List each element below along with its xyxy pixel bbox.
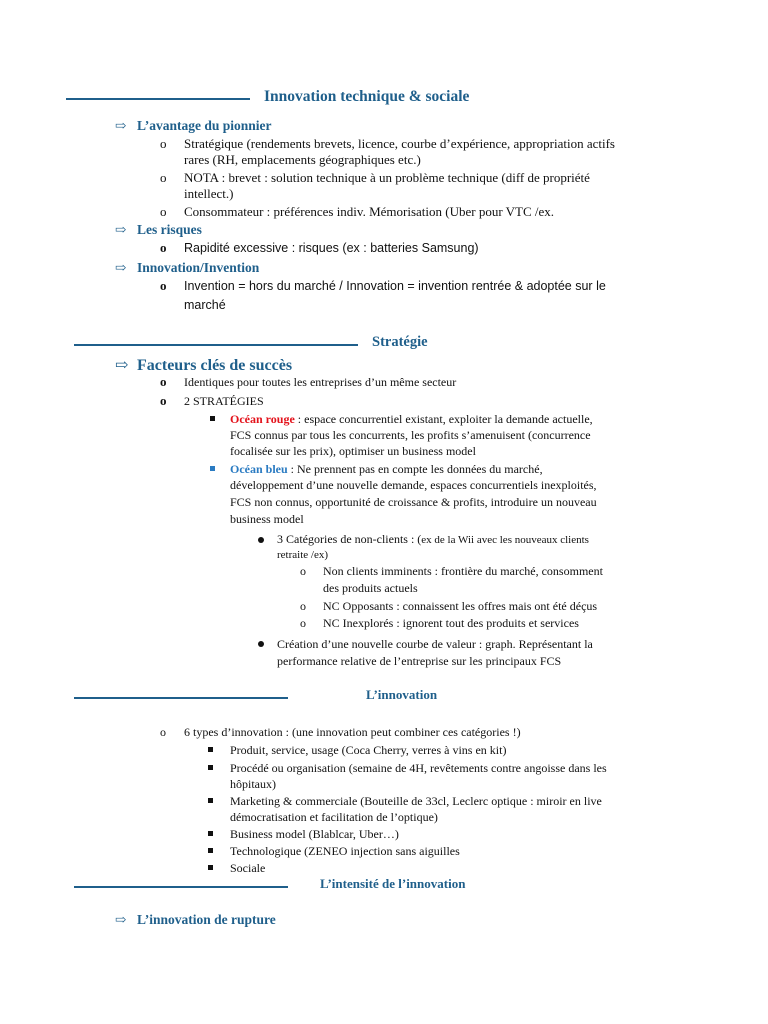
circle-bullet: o <box>160 240 167 255</box>
dot-bullet <box>258 537 264 543</box>
section-title: L’innovation <box>366 687 438 702</box>
square-bullet <box>208 765 213 770</box>
square-bullet <box>208 848 213 853</box>
circle-bullet: o <box>160 204 167 219</box>
heading-text: L’innovation de rupture <box>137 912 276 927</box>
text-line: Sociale <box>230 861 266 875</box>
text-span-small: ex de la Wii avec les nouveaux clients <box>421 534 589 546</box>
circle-bullet: o <box>160 374 167 389</box>
heading-facteurs-cles <box>115 355 292 375</box>
text-line: Produit, service, usage (Coca Cherry, verres à vins en kit) <box>230 743 507 757</box>
ocean-bleu-label: Océan bleu <box>230 462 288 476</box>
section-rule <box>74 344 358 346</box>
text-line: Stratégique (rendements brevets, licence, courbe d’expérience, appropriation actifs <box>184 136 615 151</box>
arrow-icon: ⇨ <box>115 260 127 275</box>
section-rule <box>66 98 250 100</box>
heading-innovation-rupture <box>115 912 276 928</box>
categories-line <box>277 531 589 548</box>
circle-bullet: o <box>300 599 306 613</box>
text-line: Procédé ou organisation (semaine de 4H, revêtements contre angoisse dans les <box>230 761 607 775</box>
heading-text: Innovation/Invention <box>137 260 260 275</box>
section-title: Stratégie <box>372 334 428 350</box>
text-span: : Ne prennent pas en compte les données du marché, <box>287 462 543 476</box>
text-line: Non clients imminents : frontière du marché, consomment <box>323 564 603 578</box>
square-bullet <box>208 831 213 836</box>
circle-bullet: o <box>160 393 167 408</box>
text-line: business model <box>230 512 304 526</box>
section-rule <box>74 697 288 699</box>
text-line: NOTA : brevet : solution technique à un problème technique (diff de propriété <box>184 170 590 185</box>
ocean-rouge-label: Océan rouge <box>230 412 295 426</box>
circle-bullet: o <box>160 725 166 739</box>
text-line: Business model (Blablcar, Uber…) <box>230 827 399 841</box>
heading-avantage-pionnier <box>115 118 272 134</box>
section-header-strategie <box>0 334 768 354</box>
text-line: démocratisation et facilitation de l’optique) <box>230 810 438 824</box>
text-line: rares (RH, emplacements géographiques etc.) <box>184 152 421 167</box>
text-span: 3 Catégories de non-clients : ( <box>277 532 422 546</box>
text-line: NC Inexplorés : ignorent tout des produits et services <box>323 616 579 630</box>
text-line: 2 STRATÉGIES <box>184 394 264 408</box>
section-title: Innovation technique & sociale <box>264 88 470 105</box>
section-header-innovation <box>0 687 768 707</box>
text-line: retraite /ex) <box>277 549 328 561</box>
ocean-rouge-line <box>230 411 593 427</box>
text-line: FCS non connus, opportunité de croissance & profits, introduire un nouveau <box>230 495 597 509</box>
square-bullet-blue <box>210 466 215 471</box>
heading-text: Facteurs clés de succès <box>137 357 293 374</box>
ocean-bleu-line <box>230 461 543 477</box>
square-bullet <box>208 747 213 752</box>
circle-bullet: o <box>300 564 306 578</box>
section-title: L’intensité de l’innovation <box>320 876 466 891</box>
dot-bullet <box>258 641 264 647</box>
text-line: intellect.) <box>184 186 234 201</box>
arrow-icon: ⇨ <box>115 118 127 133</box>
heading-innovation-invention <box>115 260 259 276</box>
text-line: hôpitaux) <box>230 777 276 791</box>
text-line: Invention = hors du marché / Innovation = invention rentrée & adoptée sur le <box>184 279 606 293</box>
section-header-innovation-technique <box>0 88 768 108</box>
text-line: FCS connus par tous les concurrents, les profits s’amenuisent (concurrence <box>230 428 591 442</box>
square-bullet <box>208 798 213 803</box>
text-line: Consommateur : préférences indiv. Mémorisation (Uber pour VTC /ex. <box>184 204 555 219</box>
circle-bullet: o <box>160 278 167 293</box>
circle-bullet: o <box>300 616 306 630</box>
text-line: focalisée sur les prix), optimiser un business model <box>230 444 476 458</box>
text-line: Création d’une nouvelle courbe de valeur : graph. Représentant la <box>277 637 593 651</box>
section-header-intensite <box>0 876 768 896</box>
text-line: Identiques pour toutes les entreprises d’un même secteur <box>184 375 457 389</box>
heading-text: L’avantage du pionnier <box>137 118 272 133</box>
circle-bullet: o <box>160 170 167 185</box>
text-line: des produits actuels <box>323 581 418 595</box>
text-line: Rapidité excessive : risques (ex : batteries Samsung) <box>184 241 479 255</box>
heading-text: Les risques <box>137 222 202 237</box>
square-bullet <box>210 416 215 421</box>
section-rule <box>74 886 288 888</box>
text-line: Technologique (ZENEO injection sans aiguilles <box>230 844 460 858</box>
text-line: 6 types d’innovation : (une innovation peut combiner ces catégories !) <box>184 725 521 739</box>
circle-bullet: o <box>160 136 167 151</box>
text-line: marché <box>184 298 226 312</box>
arrow-icon: ⇨ <box>115 912 127 927</box>
square-bullet <box>208 865 213 870</box>
heading-risques <box>115 222 202 238</box>
text-line: Marketing & commerciale (Bouteille de 33cl, Leclerc optique : miroir en live <box>230 794 602 808</box>
arrow-icon: ⇨ <box>115 357 129 374</box>
text-line: NC Opposants : connaissent les offres mais ont été déçus <box>323 599 598 613</box>
text-line: performance relative de l’entreprise sur les principaux FCS <box>277 654 562 668</box>
text-span: : espace concurrentiel existant, exploiter la demande actuelle, <box>294 412 593 426</box>
arrow-icon: ⇨ <box>115 222 127 237</box>
text-line: développement d’une nouvelle demande, espaces concurrentiels inexploités, <box>230 478 597 492</box>
